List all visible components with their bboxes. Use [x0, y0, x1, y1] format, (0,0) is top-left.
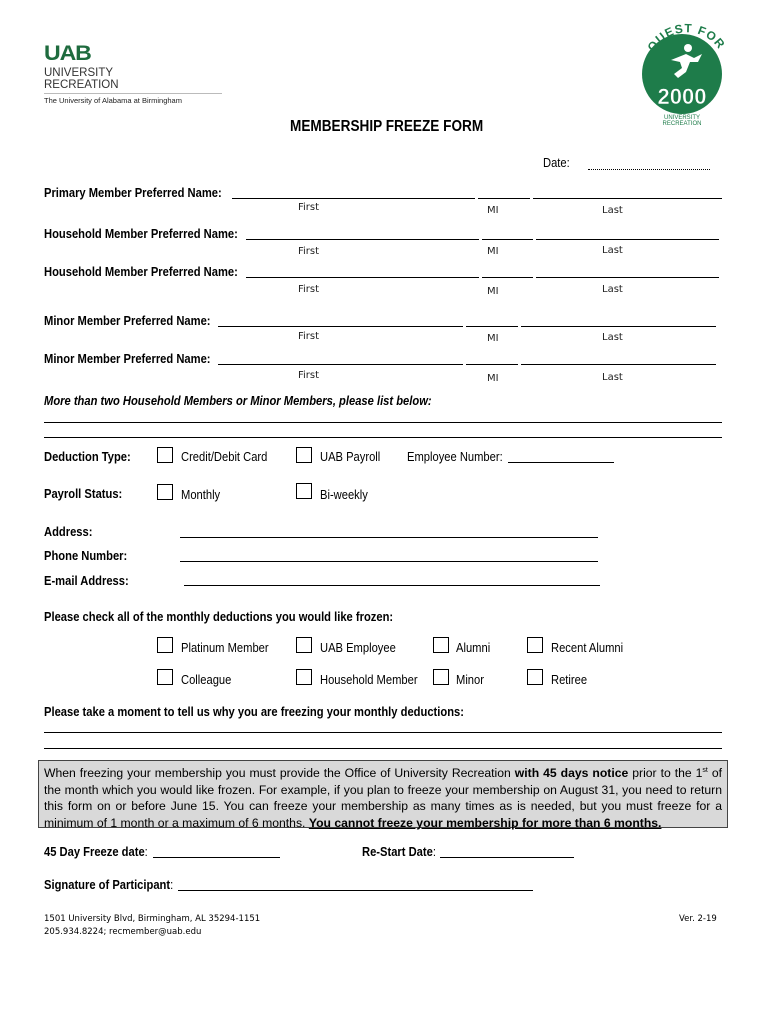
payroll-status-label: Payroll Status: [44, 486, 123, 501]
monthly-label: Monthly [181, 487, 221, 502]
uab-employee-label: UAB Employee [320, 640, 396, 655]
first-name-field[interactable] [232, 198, 475, 199]
address-field[interactable] [180, 537, 598, 538]
name-row-label: Household Member Preferred Name: [44, 226, 238, 241]
alumni-checkbox[interactable] [433, 637, 449, 653]
middle-initial-field[interactable] [466, 326, 518, 327]
credit-debit-label: Credit/Debit Card [181, 449, 268, 464]
email-field[interactable] [184, 585, 600, 586]
date-label: Date: [543, 155, 570, 170]
recent-alumni-checkbox[interactable] [527, 637, 543, 653]
svg-text:RECREATION: RECREATION [662, 121, 702, 127]
mi-caption: MI [487, 333, 499, 344]
name-row-label: Minor Member Preferred Name: [44, 313, 211, 328]
reason-line-1[interactable] [44, 732, 722, 733]
first-caption: First [298, 246, 320, 257]
minor-checkbox[interactable] [433, 669, 449, 685]
name-row-label: Minor Member Preferred Name: [44, 351, 211, 366]
middle-initial-field[interactable] [466, 364, 518, 365]
first-caption: First [298, 284, 320, 295]
signature-field[interactable] [178, 890, 533, 891]
notice-text-2: prior to the 1 [628, 766, 703, 781]
middle-initial-field[interactable] [482, 277, 533, 278]
date-field[interactable] [588, 169, 710, 170]
first-name-field[interactable] [246, 277, 479, 278]
employee-number-field[interactable] [508, 462, 614, 463]
recent-alumni-label: Recent Alumni [551, 640, 624, 655]
form-title: MEMBERSHIP FREEZE FORM [290, 118, 484, 135]
freeze-date-field[interactable] [153, 857, 280, 858]
svg-text:2000: 2000 [657, 84, 707, 109]
last-caption: Last [602, 332, 623, 343]
notice-text-3: of the month which you would like frozen. For example, if you plan to freeze your membership on August 31, you need to return this form on or before June 15. You can freeze your membership as many times as is needed, but you must freeze for a minimum of 1 month or a maximum of 6 months. [44, 766, 722, 830]
restart-date-row: Re-Start Date: [362, 844, 436, 859]
reason-prompt: Please take a moment to tell us why you are freezing your monthly deductions: [44, 704, 464, 719]
signature-row: Signature of Participant: [44, 877, 174, 892]
mi-caption: MI [487, 286, 499, 297]
restart-date-label: Re-Start Date [362, 844, 433, 859]
biweekly-label: Bi-weekly [320, 487, 368, 502]
platinum-checkbox[interactable] [157, 637, 173, 653]
notice-bold: with 45 days notice [514, 766, 629, 781]
freeze-notice-box [38, 760, 728, 828]
email-label: E-mail Address: [44, 573, 129, 588]
svg-text:QUEST FOR: QUEST FOR [644, 21, 729, 54]
mi-caption: MI [487, 205, 499, 216]
footer-version: Ver. 2-19 [679, 914, 717, 924]
name-row-label: Primary Member Preferred Name: [44, 185, 222, 200]
footer-contact: 205.934.8224; recmember@uab.edu [44, 927, 202, 937]
deduction-type-label: Deduction Type: [44, 449, 131, 464]
phone-label: Phone Number: [44, 548, 128, 563]
last-name-field[interactable] [521, 326, 716, 327]
uab-logo [44, 44, 222, 105]
first-name-field[interactable] [218, 364, 463, 365]
credit-debit-checkbox[interactable] [157, 447, 173, 463]
first-name-field[interactable] [246, 239, 479, 240]
logo-tagline: The University of Alabama at Birmingham [44, 96, 182, 105]
household-checkbox[interactable] [296, 669, 312, 685]
last-caption: Last [602, 205, 623, 216]
last-name-field[interactable] [536, 239, 719, 240]
monthly-checkbox[interactable] [157, 484, 173, 500]
footer-address: 1501 University Blvd, Birmingham, AL 35294-1151 [44, 914, 261, 924]
uab-payroll-checkbox[interactable] [296, 447, 312, 463]
middle-initial-field[interactable] [482, 239, 533, 240]
last-caption: Last [602, 245, 623, 256]
more-members-line-1[interactable] [44, 422, 722, 423]
middle-initial-field[interactable] [478, 198, 530, 199]
freeze-date-label: 45 Day Freeze date [44, 844, 145, 859]
alumni-label: Alumni [456, 640, 491, 655]
first-caption: First [298, 331, 320, 342]
last-name-field[interactable] [533, 198, 722, 199]
last-caption: Last [602, 284, 623, 295]
mi-caption: MI [487, 246, 499, 257]
mi-caption: MI [487, 373, 499, 384]
household-label: Household Member [320, 672, 418, 687]
platinum-label: Platinum Member [181, 640, 269, 655]
notice-text-1: When freezing your membership you must provide the Office of University Recreation [44, 766, 515, 781]
uab-employee-checkbox[interactable] [296, 637, 312, 653]
signature-label: Signature of Participant [44, 877, 171, 892]
colleague-checkbox[interactable] [157, 669, 173, 685]
last-name-field[interactable] [536, 277, 719, 278]
phone-field[interactable] [180, 561, 598, 562]
uab-logo-mark: UAB [44, 42, 91, 65]
uab-payroll-label: UAB Payroll [320, 449, 381, 464]
deductions-prompt: Please check all of the monthly deductions you would like frozen: [44, 609, 394, 624]
employee-number-label: Employee Number: [407, 449, 503, 464]
retiree-label: Retiree [551, 672, 588, 687]
svg-text:UNIVERSITY: UNIVERSITY [663, 115, 701, 121]
notice-emphasis: You cannot freeze your membership for more than 6 months. [308, 815, 662, 830]
last-name-field[interactable] [521, 364, 716, 365]
first-caption: First [298, 370, 320, 381]
more-members-label: More than two Household Members or Minor Members, please list below: [44, 393, 432, 408]
minor-label: Minor [456, 672, 484, 687]
first-caption: First [298, 202, 320, 213]
reason-line-2[interactable] [44, 748, 722, 749]
colleague-label: Colleague [181, 672, 232, 687]
logo-line-1: UNIVERSITY [44, 67, 114, 79]
more-members-line-2[interactable] [44, 437, 722, 438]
retiree-checkbox[interactable] [527, 669, 543, 685]
first-name-field[interactable] [218, 326, 463, 327]
restart-date-field[interactable] [440, 857, 574, 858]
notice-sup: st [702, 767, 708, 774]
quest-for-2000-seal [638, 16, 730, 128]
logo-line-2: RECREATION [44, 79, 119, 91]
address-label: Address: [44, 524, 93, 539]
name-row-label: Household Member Preferred Name: [44, 264, 238, 279]
biweekly-checkbox[interactable] [296, 483, 312, 499]
last-caption: Last [602, 372, 623, 383]
freeze-date-row: 45 Day Freeze date: [44, 844, 148, 859]
